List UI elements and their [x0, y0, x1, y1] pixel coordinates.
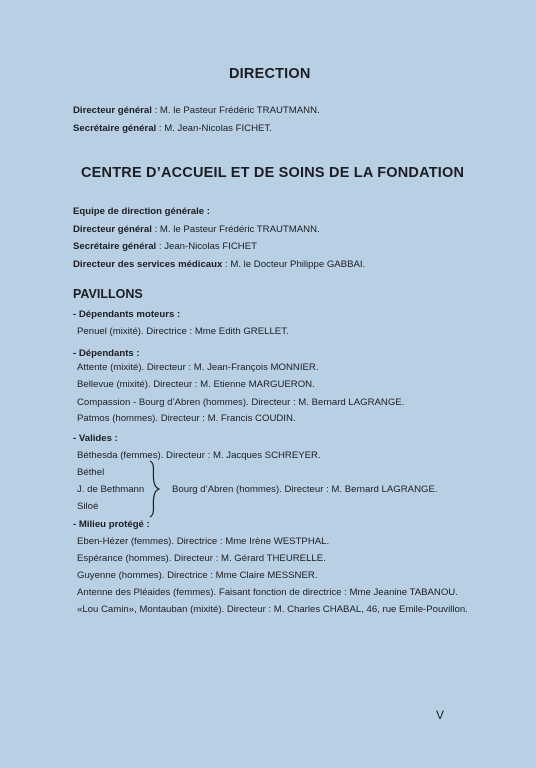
- dependants-label: - Dépendants :: [73, 348, 140, 359]
- separator: :: [151, 105, 160, 116]
- list-item: «Lou Camin», Montauban (mixité). Directeur : M. Charles CHABAL, 46, rue Emile-Pouvillon.: [77, 604, 468, 615]
- list-item: Guyenne (hommes). Directrice : Mme Claire MESSNER.: [77, 570, 318, 581]
- valides-label: - Valides :: [73, 433, 118, 444]
- role-label: Directeur général: [73, 105, 152, 116]
- role-label: Directeur des services médicaux: [73, 259, 223, 270]
- grouped-item-3: Siloé: [77, 501, 99, 512]
- person-text: M. le Docteur Philippe GABBAI.: [230, 259, 366, 270]
- person-text: M. le Pasteur Frédéric TRAUTMANN.: [159, 224, 320, 235]
- list-item: Penuel (mixité). Directrice : Mme Edith GRELLET.: [77, 326, 289, 337]
- list-item: Patmos (hommes). Directeur : M. Francis COUDIN.: [77, 413, 296, 424]
- list-item: Eben-Hézer (femmes). Directrice : Mme Irène WESTPHAL.: [77, 536, 330, 547]
- list-item: Bellevue (mixité). Directeur : M. Etienne MARGUERON.: [77, 379, 315, 390]
- grouped-director: Bourg d’Abren (hommes). Directeur : M. Bernard LAGRANGE.: [172, 484, 438, 495]
- brace-icon: [146, 460, 160, 518]
- role-label: Secrétaire général: [73, 123, 157, 134]
- equipe-label: Equipe de direction générale :: [73, 206, 211, 217]
- role-label: Secrétaire général: [73, 241, 157, 252]
- moteurs-label: - Dépendants moteurs :: [73, 309, 181, 320]
- grouped-item-1: Béthel: [77, 467, 105, 478]
- separator: :: [222, 259, 231, 270]
- centre-line-1: [73, 224, 320, 235]
- page-number: V: [436, 708, 445, 722]
- person-text: M. Jean-Nicolas FICHET.: [164, 123, 272, 134]
- direction-line-1: [73, 105, 320, 116]
- list-item: Attente (mixité). Directeur : M. Jean-François MONNIER.: [77, 362, 319, 373]
- list-item: Espérance (hommes). Directeur : M. Gérard THEURELLE.: [77, 553, 326, 564]
- centre-title: CENTRE D’ACCUEIL ET DE SOINS DE LA FONDATION: [81, 165, 465, 181]
- separator: :: [156, 241, 165, 252]
- pavillons-title: PAVILLONS: [73, 287, 143, 301]
- person-text: Jean-Nicolas FICHET: [164, 241, 257, 252]
- list-item: Antenne des Pléaides (femmes). Faisant fonction de directrice : Mme Jeanine TABANOU.: [77, 587, 458, 598]
- role-label: Directeur général: [73, 224, 152, 235]
- person-text: M. le Pasteur Frédéric TRAUTMANN.: [159, 105, 320, 116]
- centre-line-2: [73, 241, 257, 252]
- grouped-item-2: J. de Bethmann: [77, 484, 145, 495]
- separator: :: [156, 123, 165, 134]
- direction-title: DIRECTION: [229, 66, 311, 82]
- separator: :: [151, 224, 160, 235]
- direction-line-2: [73, 123, 272, 134]
- milieu-label: - Milieu protégé :: [73, 519, 150, 530]
- list-item: Béthesda (femmes). Directeur : M. Jacques SCHREYER.: [77, 450, 321, 461]
- list-item: Compassion - Bourg d’Abren (hommes). Directeur : M. Bernard LAGRANGE.: [77, 397, 405, 408]
- centre-line-3: [73, 259, 365, 270]
